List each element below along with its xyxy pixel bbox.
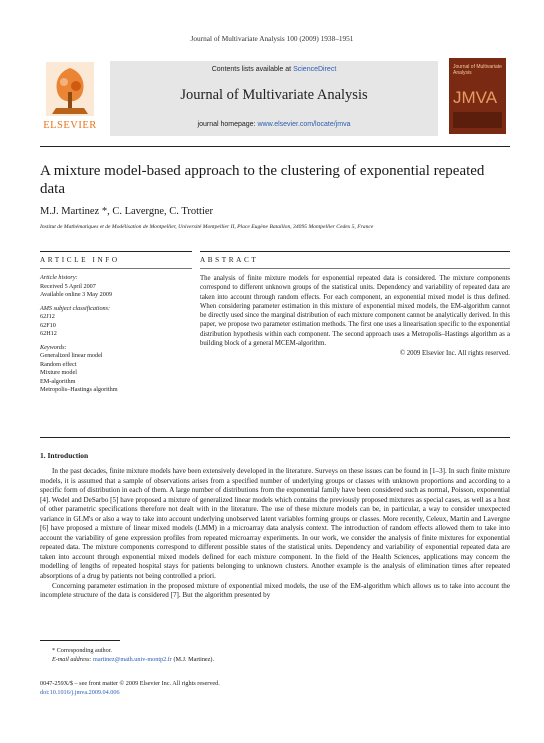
cover-band xyxy=(453,112,502,128)
abstract-subrule xyxy=(200,268,510,269)
affiliation: Institut de Mathématiques et de Modélisation de Montpellier, Université Montpellier II, Place Eugène Bataillon, 34095 Montpellier Cedex 5, France xyxy=(40,224,374,230)
abstract-rule xyxy=(200,251,510,252)
paragraph: Concerning parameter estimation in the proposed mixture of exponential mixed models, the use of the EM-algorithm which allows us to take into account the incomplete structure of the data is considered [7]. But the algorithm presented by xyxy=(40,581,510,600)
copyright: © 2009 Elsevier Inc. All rights reserved. xyxy=(399,350,510,358)
authors: M.J. Martinez *, C. Lavergne, C. Trottier xyxy=(40,206,214,217)
introduction-body xyxy=(40,467,510,601)
sciencedirect-link[interactable]: ScienceDirect xyxy=(293,66,337,73)
homepage-line: journal homepage: www.elsevier.com/locate/jmva xyxy=(197,121,351,128)
article-info-rule xyxy=(40,251,192,252)
corresponding-author-note: * Corresponding author. xyxy=(52,647,112,654)
doi-link[interactable]: doi:10.1016/j.jmva.2009.04.006 xyxy=(40,688,120,696)
elsevier-logo xyxy=(40,58,100,134)
footnote-rule xyxy=(40,640,120,641)
introduction-heading: 1. Introduction xyxy=(40,451,89,460)
footnote xyxy=(40,647,290,664)
running-head: Journal of Multivariate Analysis 100 (2009) 1938–1951 xyxy=(190,34,354,43)
ams-classifications: AMS subject classifications: 62J12 62F10 62H12 xyxy=(40,304,111,337)
email-note: E-mail address: martinez@math.univ-montp2.fr (M.J. Martinez). xyxy=(52,655,215,663)
contents-line: Contents lists available at ScienceDirect xyxy=(211,66,337,73)
paragraph: In the past decades, finite mixture models have been extensively developed in the literature. Surveys on these issues can be found in [1–3]. In such finite mixture models, it is assumed that a sample of observations arises from a specified number of underlying groups or classes with unknown proportions and according to a specific form of distribution in each of them. A large number of distributions from the exponential family have been considered such as normal, Poisson, exponential [4]. Wedel and DeSarbo [5] have proposed a mixture of generalized linear models which contains the previously proposed mixtures as special cases, as well as a host of other parametric specifications therefore not dealt with in the literature. The use of these mixture models can be, in particular, a way to consider unexpected variance in GLM's or also a way to take into account underlying unobserved latent variables forming groups or classes. More recently, Celeux, Martin and Lavergne [6] have proposed a mixture of linear mixed models (LMM) in a microarray data analysis context. The introduction of random effects allowed them to take into account the variability of gene expression profiles from repeated microarray experiments. In our work, we consider the analysis of finite mixtures for exponential repeated data. The mixture components correspond to different possible states of the statistical units. Dependency and variability of exponential repeated data are taken into account through exponential mixed models defined for each mixture component. In the field of the Health Sciences, applications may concern the modelling of lengths of repeated hospital stays for patients belonging to unknown clusters. Another example is the analysis of elimination times after repeated absorptions of a drug by patients not being controlled a priori. xyxy=(40,467,510,581)
header-rule xyxy=(40,146,510,147)
imprint xyxy=(40,680,340,697)
issn-line: 0047-259X/$ – see front matter © 2009 Elsevier Inc. All rights reserved. xyxy=(40,680,220,687)
journal-title: Journal of Multivariate Analysis xyxy=(180,87,368,103)
journal-cover-thumbnail: Journal of Multivariate Analysis JMVA xyxy=(449,58,506,134)
elsevier-wordmark: ELSEVIER xyxy=(43,120,97,131)
keywords: Keywords: Generalized linear model Random effect Mixture model EM-algorithm Metropolis–Hastings algorithm xyxy=(40,343,118,393)
abstract xyxy=(200,274,510,359)
article-history: Article history: Received 5 April 2007 Available online 3 May 2009 xyxy=(40,274,113,298)
article-info-subrule xyxy=(40,268,192,269)
email-link[interactable]: martinez@math.univ-montp2.fr xyxy=(93,655,172,663)
front-matter-end-rule xyxy=(40,437,510,438)
journal-masthead xyxy=(40,58,506,139)
paper-title: A mixture model-based approach to the clustering of exponential repeated data xyxy=(40,163,485,197)
journal-homepage-link[interactable]: www.elsevier.com/locate/jmva xyxy=(257,121,351,128)
abstract-heading: ABSTRACT xyxy=(200,256,259,264)
journal-banner xyxy=(110,61,438,136)
abstract-text: The analysis of finite mixture models for exponential repeated data is considered. The mixture components correspond to different unknown groups of the statistical units. Dependency and variability of repeated data are taken into account through random effects. For each component, an exponential mixed model is thus defined. When considering parameter estimation in this mixture of exponential mixed models, the EM-algorithm cannot be directly used since the marginal distribution of each mixture component cannot be analytically derived. In this paper, we propose two parameter estimation methods. The first one uses a linearisation specific to the exponential distribution hypothesis within each component. The second approach uses a Metropolis–Hastings algorithm as a building block of a general MCEM-algorithm. xyxy=(200,275,510,348)
article-info xyxy=(40,274,190,400)
article-info-heading: ARTICLE INFO xyxy=(40,256,120,264)
